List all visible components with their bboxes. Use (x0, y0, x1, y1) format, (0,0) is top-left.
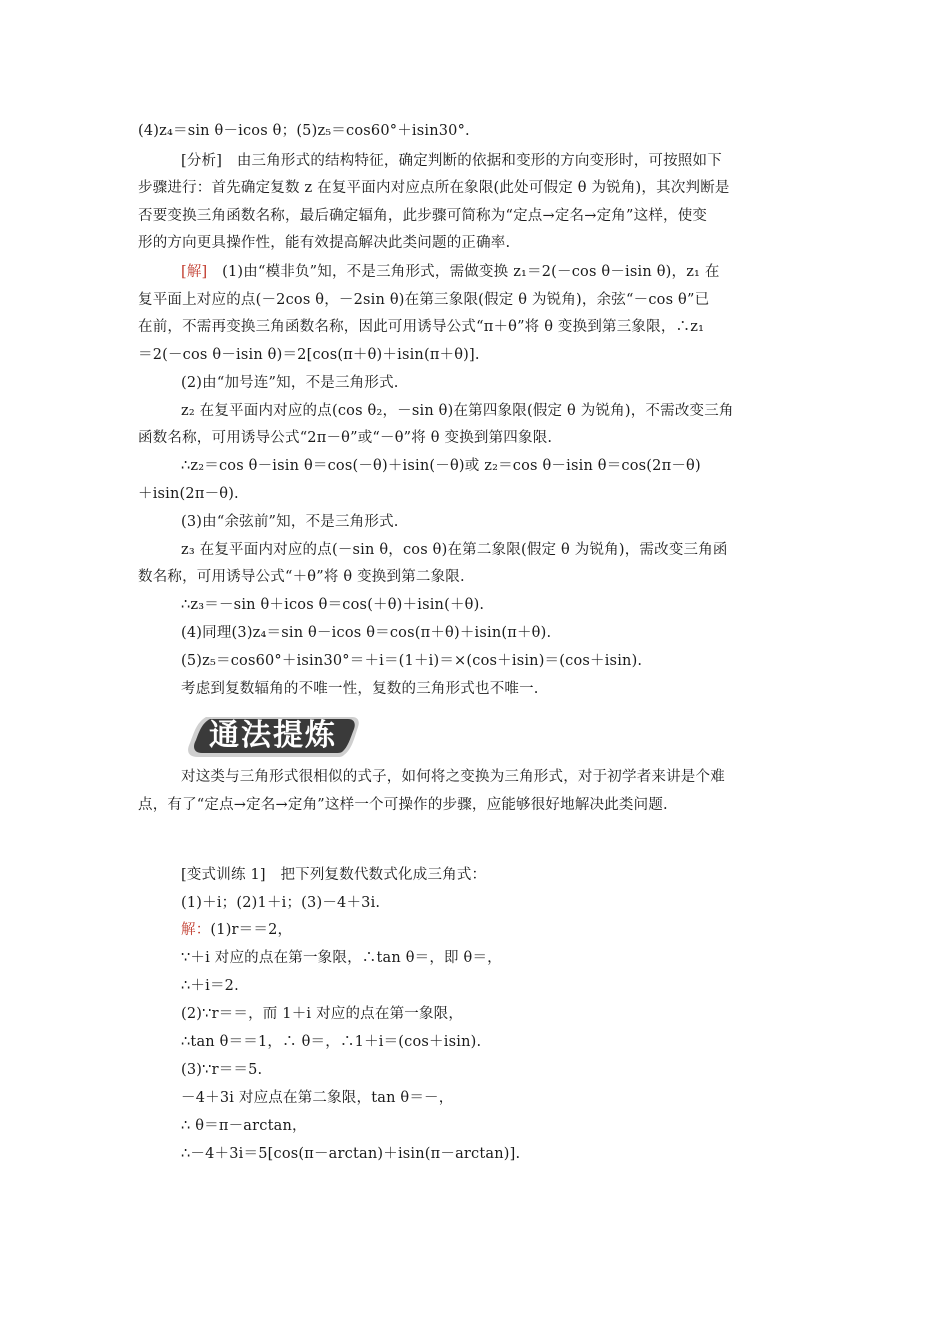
exercise-line: ∴tan θ＝＝1，∴ θ＝，∴1＋i＝(cos＋isin). (181, 1034, 482, 1050)
solution-line: 复平面上对应的点(－2cos θ，－2sin θ)在第三象限(假定 θ 为锐角)，余弦“－cos θ”已 (138, 292, 710, 308)
exercise-line: ∴－4＋3i＝5[cos(π－arctan)＋isin(π－arctan)]. (181, 1146, 521, 1162)
method-line: 对这类与三角形式很相似的式子，如何将之变换为三角形式，对于初学者来讲是个难 (181, 769, 725, 785)
exercise-line: (2)∵r＝＝，而 1＋i 对应的点在第一象限， (181, 1006, 464, 1022)
solution-first-line (181, 262, 814, 282)
exercise-line: (3)∵r＝＝5. (181, 1062, 263, 1078)
solution-line: 数名称，可用诱导公式“＋θ”将 θ 变换到第二象限. (138, 569, 465, 585)
analysis-line: [分析] 由三角形式的结构特征，确定判断的依据和变形的方向变形时，可按照如下 (181, 153, 722, 169)
solution-line: 考虑到复数辐角的不唯一性，复数的三角形式也不唯一. (181, 681, 539, 697)
solution-label: [解] (181, 264, 208, 280)
exercise-line: －4＋3i 对应点在第二象限，tan θ＝－， (181, 1090, 454, 1106)
intro-line: (4)z₄＝sin θ－icos θ；(5)z₅＝cos60°＋isin30°. (138, 123, 470, 139)
method-line: 点，有了“定点→定名→定角”这样一个可操作的步骤，应能够很好地解决此类问题. (138, 797, 668, 813)
solution-line: ∴z₂＝cos θ－isin θ＝cos(－θ)＋isin(－θ)或 z₂＝cos θ－isin θ＝cos(2π－θ) (181, 458, 701, 474)
solution-line: (3)由“余弦前”知，不是三角形式. (181, 514, 399, 530)
exercise-title: [变式训练 1] 把下列复数代数式化成三角式： (181, 867, 487, 883)
solution-line: 在前，不需再变换三角函数名称，因此可用诱导公式“π＋θ”将 θ 变换到第三象限，∴z₁ (138, 319, 705, 335)
analysis-line: 否要变换三角函数名称，最后确定辐角，此步骤可简称为“定点→定名→定角”这样，使变 (138, 208, 708, 224)
exercise-line: ∴ θ＝π－arctan， (181, 1118, 307, 1134)
exercise-items: (1)＋i；(2)1＋i；(3)－4＋3i. (181, 895, 381, 911)
solution-line: z₃ 在复平面内对应的点(－sin θ，cos θ)在第二象限(假定 θ 为锐角)，需改变三角函 (181, 542, 728, 558)
solution-line: (4)同理(3)z₄＝sin θ－icos θ＝cos(π＋θ)＋isin(π＋θ). (181, 625, 552, 641)
solution-line: ∴z₃＝－sin θ＋icos θ＝cos(＋θ)＋isin(＋θ). (181, 597, 485, 613)
answer-label: 解： (181, 922, 211, 938)
solution-line: ＋isin(2π－θ). (138, 486, 239, 502)
solution-line: (5)z₅＝cos60°＋isin30°＝＋i＝(1＋i)＝×(cos＋isin)＝(cos＋isin). (181, 653, 643, 669)
badge-title: 通法提炼 (209, 718, 337, 753)
method-summary-badge (184, 713, 360, 759)
solution-line: 函数名称，可用诱导公式“2π－θ”或“－θ”将 θ 变换到第四象限. (138, 430, 553, 446)
exercise-line: ∴＋i＝2. (181, 978, 239, 994)
analysis-line: 步骤进行：首先确定复数 z 在复平面内对应点所在象限(此处可假定 θ 为锐角)，其次判断是 (138, 180, 730, 196)
solution-line: (2)由“加号连”知，不是三角形式. (181, 375, 399, 391)
solution-line: ＝2(－cos θ－isin θ)＝2[cos(π＋θ)＋isin(π＋θ)]. (138, 347, 480, 363)
exercise-answer-first (181, 920, 814, 940)
analysis-line: 形的方向更具操作性，能有效提高解决此类问题的正确率. (138, 235, 511, 251)
solution-line-rest: (1)由“模非负”知，不是三角形式，需做变换 z₁＝2(－cos θ－isin θ)，z₁ 在 (207, 264, 720, 280)
answer-first-text: (1)r＝＝2， (210, 922, 293, 938)
exercise-line: ∵＋i 对应的点在第一象限，∴tan θ＝，即 θ＝， (181, 950, 502, 966)
solution-line: z₂ 在复平面内对应的点(cos θ₂，－sin θ)在第四象限(假定 θ 为锐角)，不需改变三角 (181, 403, 734, 419)
